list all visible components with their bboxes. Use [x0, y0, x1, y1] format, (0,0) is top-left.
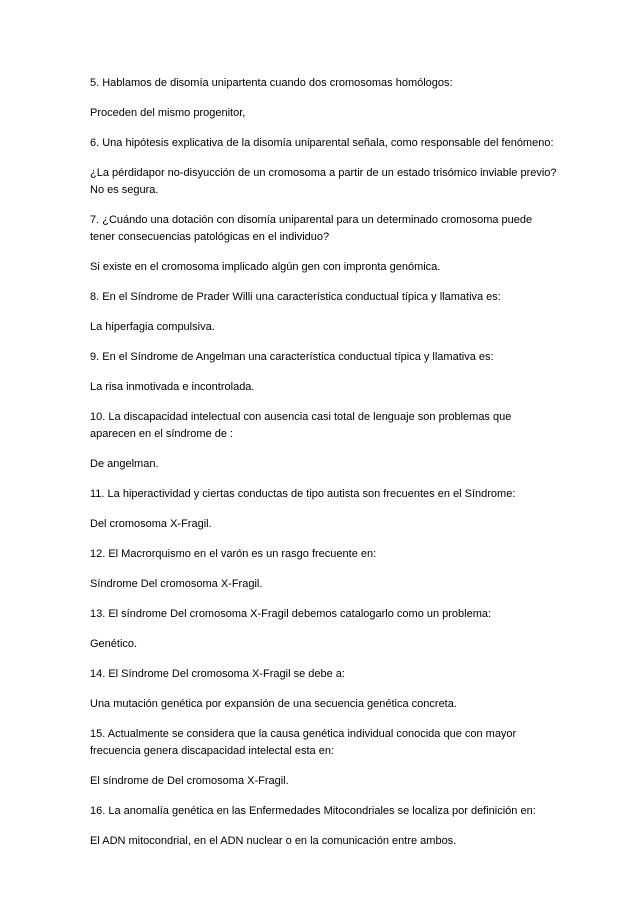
document-body [90, 75, 560, 863]
answer-9: La risa inmotivada e incontrolada. [90, 381, 255, 393]
answer-13: Genético. [90, 638, 138, 650]
question-10: 10. La discapacidad intelectual con ausencia casi total de lenguaje son problemas que aparecen en el síndrome de : [90, 411, 512, 440]
question-11: 11. La hiperactividad y ciertas conductas de tipo autista son frecuentes en el Síndrome: [90, 488, 516, 500]
question-12: 12. El Macrorquismo en el varón es un rasgo frecuente en: [90, 548, 377, 560]
question-7: 7. ¿Cuándo una dotación con disomía uniparental para un determinado cromosoma puede tener consecuencias patológicas en el individuo? [90, 214, 533, 243]
question-14: 14. El Síndrome Del cromosoma X-Fragil se debe a: [90, 668, 345, 680]
question-9: 9. En el Síndrome de Angelman una característica conductual típica y llamativa es: [90, 351, 494, 363]
question-16: 16. La anomalía genética en las Enfermedades Mitocondriales se localiza por definición en: [90, 805, 536, 817]
answer-16: El ADN mitocondrial, en el ADN nuclear o en la comunicación entre ambos. [90, 835, 457, 847]
answer-11: Del cromosoma X-Fragil. [90, 518, 212, 530]
answer-8: La hiperfagia compulsiva. [90, 321, 215, 333]
question-15: 15. Actualmente se considera que la causa genética individual conocida que con mayor frecuencia genera discapacidad intelectal esta en: [90, 728, 517, 757]
answer-5: Proceden del mismo progenitor, [90, 107, 246, 119]
question-8: 8. En el Síndrome de Prader Willi una característica conductual típica y llamativa es: [90, 291, 501, 303]
answer-7: Si existe en el cromosoma implicado algún gen con impronta genómica. [90, 261, 441, 273]
question-5: 5. Hablamos de disomía unipartenta cuando dos cromosomas homólogos: [90, 77, 453, 89]
question-13: 13. El síndrome Del cromosoma X-Fragil debemos catalogarlo como un problema: [90, 608, 492, 620]
answer-10: De angelman. [90, 458, 159, 470]
answer-15: El síndrome de Del cromosoma X-Fragil. [90, 775, 289, 787]
question-6: 6. Una hipótesis explicativa de la disomía uniparental señala, como responsable del fenómeno: [90, 137, 554, 149]
answer-14: Una mutación genética por expansión de una secuencia genética concreta. [90, 698, 457, 710]
answer-12: Síndrome Del cromosoma X-Fragil. [90, 578, 263, 590]
answer-6: ¿La pérdidapor no-disyucción de un cromosoma a partir de un estado trisómico inviable previo? No es segura. [90, 167, 557, 196]
